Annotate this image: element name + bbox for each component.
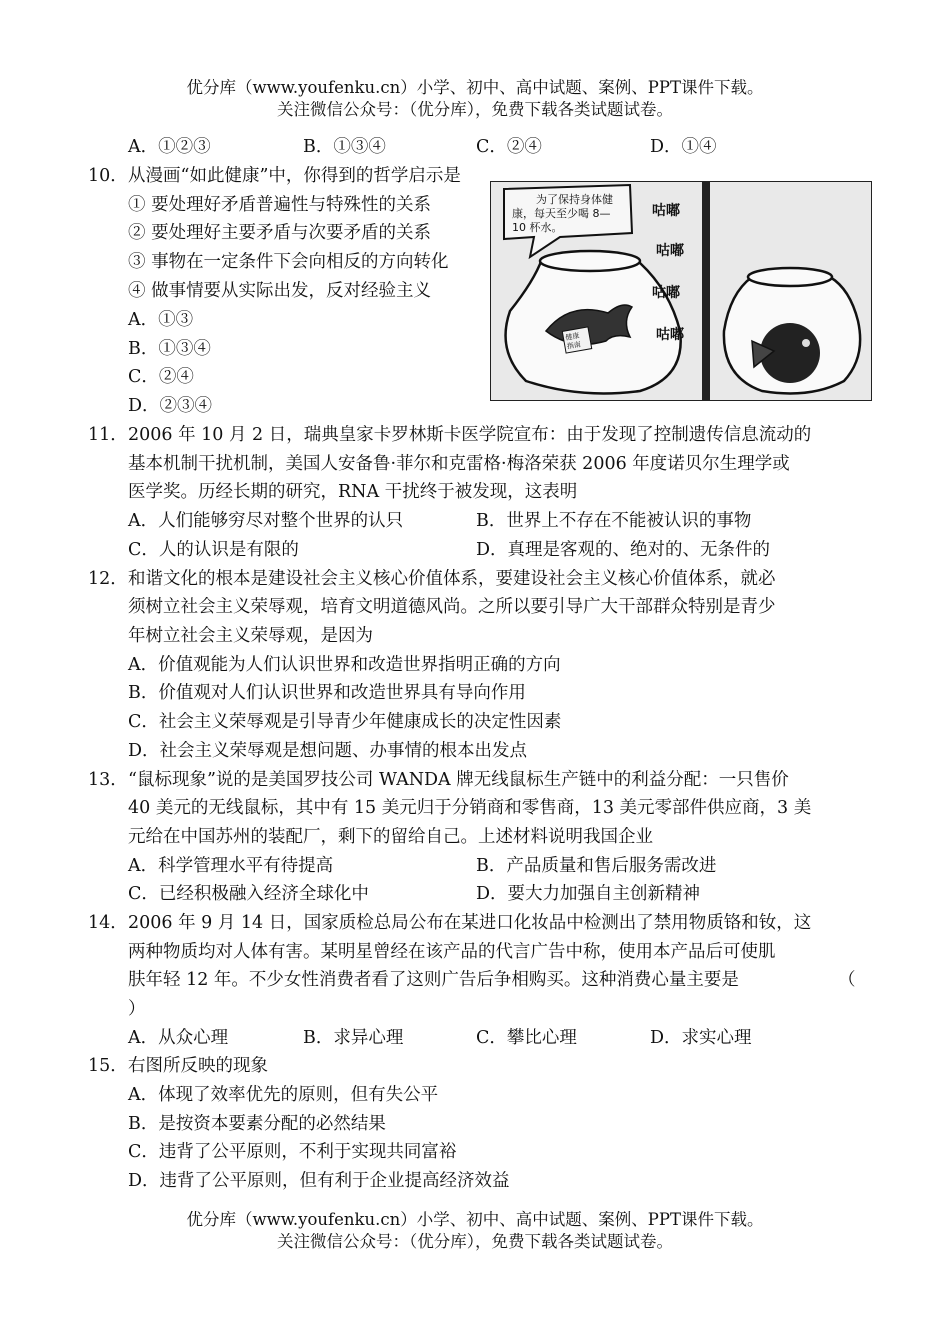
q10-cartoon-image [490, 181, 872, 401]
q13-line-2: 40 美元的无线鼠标，其中有 15 美元归于分销商和零售商，13 美元零部件供应商，3 美 [128, 798, 812, 818]
q11-line-2: 基本机制干扰机制，美国人安备鲁·菲尔和克雷格·梅洛荣获 2006 年度诺贝尔生理学或 [128, 454, 790, 474]
q13-option-c[interactable]: C．已经积极融入经济全球化中 [128, 884, 369, 904]
cartoon-bubble-line-3: 10 杯水。 [512, 221, 563, 234]
q14-line-1: 2006 年 9 月 14 日，国家质检总局公布在某进口化妆品中检测出了禁用物质铬和钕，这 [128, 913, 812, 933]
q14-option-c[interactable]: C．攀比心理 [476, 1028, 577, 1048]
q10-option-d[interactable]: D．②③④ [128, 396, 213, 416]
q9-option-b[interactable]: B．①③④ [303, 137, 386, 157]
q12-option-a[interactable]: A．价值观能为人们认识世界和改造世界指明正确的方向 [128, 655, 561, 675]
cartoon-sound-4: 咕嘟 [656, 327, 684, 343]
q14-line-2: 两种物质均对人体有害。某明星曾经在该产品的代言广告中称，使用本产品后可使肌 [128, 942, 776, 962]
q12-line-3: 年树立社会主义荣辱观，是因为 [128, 626, 373, 646]
cartoon-bubble-line-2: 康，每天至少喝 8— [512, 207, 611, 220]
q14-answer-paren-close: ） [128, 999, 146, 1019]
q14-option-a[interactable]: A．从众心理 [128, 1028, 229, 1048]
q15-option-b[interactable]: B．是按资本要素分配的必然结果 [128, 1114, 386, 1134]
cartoon-sound-2: 咕嘟 [656, 243, 684, 259]
q15-option-a[interactable]: A．体现了效率优先的原则，但有失公平 [128, 1085, 439, 1105]
q10-statement-4: ④ 做事情要从实际出发，反对经验主义 [128, 281, 432, 301]
q13-line-3: 元给在中国苏州的装配厂，剩下的留给自己。上述材料说明我国企业 [128, 827, 653, 847]
q12-option-c[interactable]: C．社会主义荣辱观是引导青少年健康成长的决定性因素 [128, 712, 562, 732]
q11-line-3: 医学奖。历经长期的研究，RNA 干扰终于被发现，这表明 [128, 482, 578, 502]
q10-option-a[interactable]: A．①③ [128, 310, 194, 330]
cartoon-sound-3: 咕嘟 [652, 285, 680, 301]
q12-option-d[interactable]: D．社会主义荣辱观是想问题、办事情的根本出发点 [128, 741, 528, 761]
q9-option-c[interactable]: C．②④ [476, 137, 542, 157]
q9-option-a[interactable]: A．①②③ [128, 137, 211, 157]
q11-option-c[interactable]: C．人的认识是有限的 [128, 540, 299, 560]
q11-option-a[interactable]: A．人们能够穷尽对整个世界的认只 [128, 511, 404, 531]
q14-answer-paren-open[interactable]: （ [838, 970, 856, 990]
cartoon-sound-1: 咕嘟 [652, 203, 680, 219]
q10-stem: 从漫画“如此健康”中，你得到的哲学启示是 [128, 166, 461, 186]
q14-option-d[interactable]: D．求实心理 [650, 1028, 752, 1048]
q10-option-b[interactable]: B．①③④ [128, 339, 211, 359]
q11-line-1: 2006 年 10 月 2 日，瑞典皇家卡罗林斯卡医学院宣布：由于发现了控制遗传信息流动的 [128, 425, 812, 445]
footer-line-1: 优分库（www.youfenku.cn）小学、初中、高中试题、案例、PPT课件下载。 [186, 1210, 764, 1229]
q10-statement-2: ② 要处理好主要矛盾与次要矛盾的关系 [128, 223, 432, 243]
q12-option-b[interactable]: B．价值观对人们认识世界和改造世界具有导向作用 [128, 683, 526, 703]
q15-number: 15． [88, 1056, 128, 1076]
q13-number: 13． [88, 770, 128, 790]
q10-number: 10． [88, 166, 128, 186]
q13-line-1: “鼠标现象”说的是美国罗技公司 WANDA 牌无线鼠标生产链中的利益分配：一只售价 [128, 770, 789, 790]
cartoon-fish-label-1: 健康 [564, 331, 580, 342]
q12-line-1: 和谐文化的根本是建设社会主义核心价值体系，要建设社会主义核心价值体系，就必 [128, 569, 776, 589]
cartoon-fish-label-2: 指南 [566, 340, 582, 351]
footer-line-2: 关注微信公众号：（优分库），免费下载各类试题试卷。 [277, 1232, 673, 1251]
q13-option-d[interactable]: D．要大力加强自主创新精神 [476, 884, 701, 904]
cartoon-bubble-line-1: 为了保持身体健 [536, 193, 613, 206]
header-line-2: 关注微信公众号：（优分库），免费下载各类试题试卷。 [277, 100, 673, 119]
q14-option-b[interactable]: B．求异心理 [303, 1028, 404, 1048]
q15-option-d[interactable]: D．违背了公平原则，但有利于企业提高经济效益 [128, 1171, 510, 1191]
q11-option-d[interactable]: D．真理是客观的、绝对的、无条件的 [476, 540, 771, 560]
q10-statement-1: ① 要处理好矛盾普遍性与特殊性的关系 [128, 195, 432, 215]
q14-line-3: 肤年轻 12 年。不少女性消费者看了这则广告后争相购买。这种消费心量主要是 [128, 970, 739, 990]
q15-stem: 右图所反映的现象 [128, 1056, 268, 1076]
q9-option-d[interactable]: D．①④ [650, 137, 717, 157]
q12-line-2: 须树立社会主义荣辱观，培育文明道德风尚。之所以要引导广大干部群众特别是青少 [128, 597, 776, 617]
q14-number: 14． [88, 913, 128, 933]
q11-number: 11． [88, 425, 128, 445]
q13-option-b[interactable]: B．产品质量和售后服务需改进 [476, 856, 717, 876]
q11-option-b[interactable]: B．世界上不存在不能被认识的事物 [476, 511, 752, 531]
q15-option-c[interactable]: C．违背了公平原则，不利于实现共同富裕 [128, 1142, 457, 1162]
q12-number: 12． [88, 569, 128, 589]
q13-option-a[interactable]: A．科学管理水平有待提高 [128, 856, 334, 876]
header-line-1: 优分库（www.youfenku.cn）小学、初中、高中试题、案例、PPT课件下载。 [186, 78, 764, 97]
q10-option-c[interactable]: C．②④ [128, 367, 194, 387]
q10-statement-3: ③ 事物在一定条件下会向相反的方向转化 [128, 252, 449, 272]
